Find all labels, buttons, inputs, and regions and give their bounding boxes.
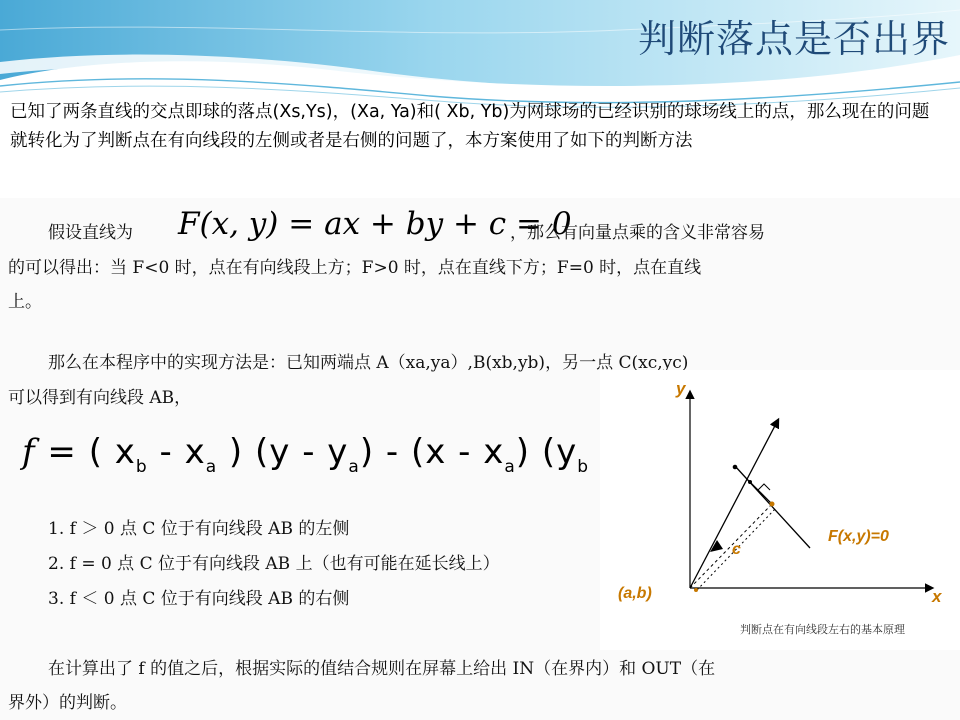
point-c — [770, 502, 775, 507]
p2-line2: 可以得到有向线段 AB， — [8, 388, 192, 408]
diagram-caption: 判断点在有向线段左右的基本原理 — [740, 624, 905, 636]
intro-paragraph: 已知了两条直线的交点即球的落点(Xs,Ys)，(Xa, Ya)和( Xb, Yb)为网球场的已经识别的球场线上的点，那么现在的问题就转化为了判断点在有向线段的左侧或者是右侧的问题了，本方案使用了如下的判断方法 — [10, 102, 930, 151]
point-upper — [733, 465, 738, 470]
rule-1: 1. f ＞ 0 点 C 位于有向线段 AB 的左侧 — [48, 519, 350, 539]
scanned-document-margin — [832, 198, 960, 376]
c-label: c — [732, 541, 741, 558]
p1-suffix: ，那么有向量点乘的含义非常容易 — [510, 223, 765, 243]
line-equation: F(x, y) = ax + by + c = 0 — [178, 206, 572, 242]
x-axis-label: x — [932, 587, 942, 606]
p1-prefix: 假设直线为 — [48, 223, 133, 243]
origin-label: (a,b) — [618, 585, 652, 602]
p3-line2: 界外）的判断。 — [8, 693, 127, 713]
dashed-ac — [690, 504, 772, 588]
point-origin — [694, 588, 698, 592]
scanned-document-margin-bottom — [832, 648, 960, 720]
p1-line2: 的可以得出：当 F<0 时，点在有向线段上方；F>0 时，点在直线下方；F=0 时，点在直线 — [8, 258, 702, 278]
rule-3: 3. f ＜ 0 点 C 位于有向线段 AB 的右侧 — [48, 589, 350, 609]
p2-line1: 那么在本程序中的实现方法是：已知两端点 A（xa,ya）,B(xb,yb)，另一点 C(xc,yc) — [48, 353, 689, 373]
rule-2: 2. f = 0 点 C 位于有向线段 AB 上（也有可能在延长线上） — [48, 554, 500, 574]
orientation-formula: f = ( $x_b - x_a$ ) $(y - y_a) - (x - x_a)$ ($y_b - y_a$ ) — [22, 432, 685, 477]
perpendicular — [750, 482, 772, 504]
y-axis-label: y — [676, 379, 686, 398]
point-mid — [748, 480, 752, 484]
slide-title: 判断落点是否出界 — [637, 17, 950, 61]
line-label: F(x,y)=0 — [828, 528, 889, 545]
formula-f: f — [22, 432, 36, 472]
right-angle-mark — [758, 484, 770, 490]
p1-line3: 上。 — [8, 292, 42, 312]
orientation-diagram — [600, 370, 960, 650]
vector-ab — [690, 420, 778, 588]
p3-line1: 在计算出了 f 的值之后，根据实际的值结合规则在屏幕上给出 IN（在界内）和 OUT（在 — [48, 659, 716, 679]
line-f — [735, 466, 810, 548]
